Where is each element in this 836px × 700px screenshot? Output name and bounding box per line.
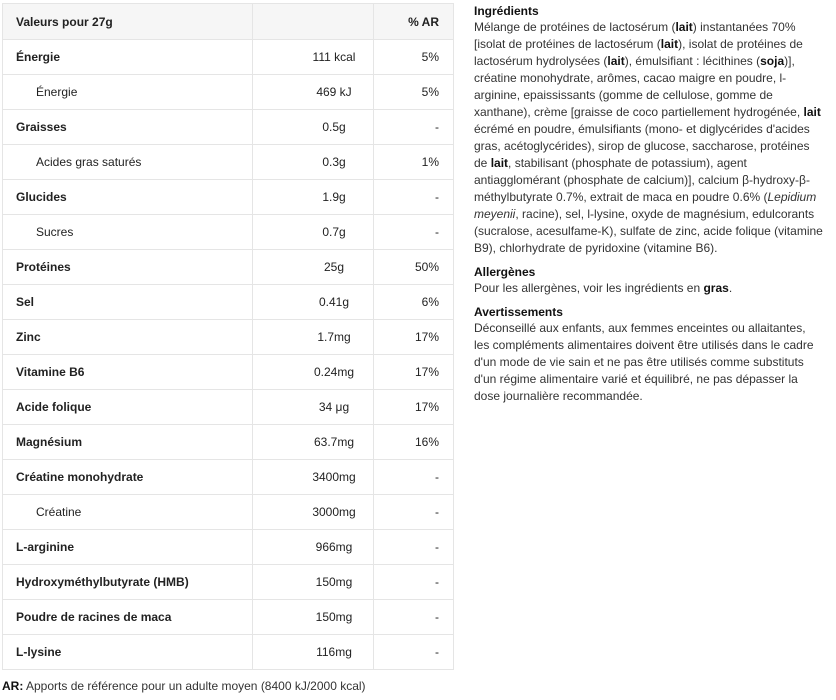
table-row	[3, 390, 454, 425]
table-row	[3, 355, 454, 390]
latin-name: Lepidium meyenii	[474, 190, 817, 221]
allergen-word: lait	[660, 37, 679, 51]
nutrient-name: Sel	[3, 285, 253, 320]
footnote-text: Apports de référence pour un adulte moyen (8400 kJ/2000 kcal)	[26, 679, 366, 693]
nutrient-amount: 111 kcal	[253, 40, 374, 75]
nutrient-amount: 0.3g	[253, 145, 374, 180]
ingredients-segment: écrémé en poudre, émulsifiants (mono- et diglycérides d'acides gras, acétoglycérides), sirop de glucose, saccharose, protéines de	[474, 122, 810, 170]
table-row	[3, 600, 454, 635]
nutrient-amount: 0.5g	[253, 110, 374, 145]
allergen-word: lait	[803, 105, 821, 119]
table-row	[3, 250, 454, 285]
allergens-text	[474, 280, 824, 297]
table-row	[3, 110, 454, 145]
nutrient-amount: 469 kJ	[253, 75, 374, 110]
ingredients-segment: ), isolat de protéines de lactosérum hydrolysées (	[474, 37, 803, 68]
nutrient-ar: 6%	[374, 285, 454, 320]
nutrient-amount: 966mg	[253, 530, 374, 565]
allergen-word: lait	[675, 20, 693, 34]
nutrient-ar: -	[374, 215, 454, 250]
nutrient-name: Sucres	[3, 215, 253, 250]
nutrient-name: Poudre de racines de maca	[3, 600, 253, 635]
nutrient-ar: -	[374, 495, 454, 530]
table-row	[3, 425, 454, 460]
ingredients-segment: ), émulsifiant : lécithines (	[624, 54, 761, 68]
nutrient-name: Protéines	[3, 250, 253, 285]
allergens-bold-word: gras	[703, 281, 729, 295]
header-ar-label: % AR	[374, 4, 454, 40]
nutrient-amount: 150mg	[253, 565, 374, 600]
nutrient-ar: 5%	[374, 40, 454, 75]
allergen-word: lait	[607, 54, 625, 68]
nutrient-amount: 34 μg	[253, 390, 374, 425]
footnote-abbr: AR:	[2, 679, 24, 693]
table-row	[3, 40, 454, 75]
nutrient-name: Acides gras saturés	[3, 145, 253, 180]
nutrient-amount: 0.41g	[253, 285, 374, 320]
nutrition-rows	[3, 40, 454, 670]
nutrient-name: Glucides	[3, 180, 253, 215]
table-row	[3, 180, 454, 215]
table-row	[3, 495, 454, 530]
nutrient-amount: 0.24mg	[253, 355, 374, 390]
table-row	[3, 460, 454, 495]
nutrient-ar: -	[374, 600, 454, 635]
nutrient-amount: 3400mg	[253, 460, 374, 495]
nutrient-name: Graisses	[3, 110, 253, 145]
warnings-text: Déconseillé aux enfants, aux femmes enceintes ou allaitantes, les compléments alimentaires doivent être utilisés dans le cadre d'un mode de vie sain et ne pas être utilisés comme substituts d'un régime alimentaire varié et équilibré, ne pas dépasser la dose journalière recommandée.	[474, 321, 814, 403]
allergens-sentence: Pour les allergènes, voir les ingrédients en	[474, 281, 704, 295]
nutrient-amount: 1.7mg	[253, 320, 374, 355]
nutrient-name: Vitamine B6	[3, 355, 253, 390]
nutrient-amount: 3000mg	[253, 495, 374, 530]
nutrient-name: Énergie	[3, 75, 253, 110]
table-row	[3, 75, 454, 110]
nutrient-ar: 16%	[374, 425, 454, 460]
nutrient-ar: 17%	[374, 390, 454, 425]
nutrient-amount: 150mg	[253, 600, 374, 635]
table-row	[3, 215, 454, 250]
nutrient-amount: 1.9g	[253, 180, 374, 215]
nutrient-name: L-lysine	[3, 635, 253, 670]
table-row	[3, 565, 454, 600]
nutrient-amount: 25g	[253, 250, 374, 285]
table-header-row	[3, 4, 454, 40]
nutrient-ar: 17%	[374, 320, 454, 355]
warnings-title: Avertissements	[474, 305, 563, 319]
nutrient-ar: -	[374, 110, 454, 145]
nutrient-ar: 50%	[374, 250, 454, 285]
allergen-word: soja	[760, 54, 785, 68]
nutrient-name: Magnésium	[3, 425, 253, 460]
nutrient-amount: 0.7g	[253, 215, 374, 250]
ingredients-text	[474, 19, 824, 257]
ingredients-segment: ) instantanées 70% [isolat de protéines de lactosérum (	[474, 20, 796, 51]
table-row	[3, 145, 454, 180]
nutrient-name: Zinc	[3, 320, 253, 355]
nutrient-name: Créatine	[3, 495, 253, 530]
nutrient-amount: 116mg	[253, 635, 374, 670]
table-row	[3, 635, 454, 670]
nutrient-name: Créatine monohydrate	[3, 460, 253, 495]
ingredients-segment: Mélange de protéines de lactosérum (	[474, 20, 676, 34]
ingredients-segment: )], créatine monohydrate, arômes, cacao maigre en poudre, l-arginine, epaississants (gomme de cellulose, gomme de xanthane), crème [graisse de coco partiellement hydrogénée,	[474, 54, 804, 119]
ingredients-segment: , stabilisant (phosphate de potassium), agent antiagglomérant (phosphate de calcium)], calcium β-hydroxy-β-méthylbutyrate 0.7%, extrait de maca en poudre 0.6% (	[474, 156, 810, 204]
allergens-end: .	[728, 281, 733, 295]
header-serving-label: Valeurs pour 27g	[3, 4, 253, 40]
nutrient-name: Énergie	[3, 40, 253, 75]
ingredients-title: Ingrédients	[474, 4, 539, 18]
footnote	[2, 679, 366, 693]
nutrient-name: L-arginine	[3, 530, 253, 565]
nutrition-table	[2, 3, 454, 670]
nutrient-ar: -	[374, 180, 454, 215]
nutrient-ar: -	[374, 565, 454, 600]
ingredients-segment: , racine), sel, l-lysine, oxyde de magnésium, edulcorants (sucralose, acesulfame-K), sulfate de zinc, acide folique (vitamine B9), chlorhydrate de pyridoxine (vitamine B6).	[474, 207, 823, 255]
nutrient-name: Hydroxyméthylbutyrate (HMB)	[3, 565, 253, 600]
table-row	[3, 285, 454, 320]
nutrient-ar: -	[374, 635, 454, 670]
header-amount	[253, 4, 374, 40]
nutrient-ar: 5%	[374, 75, 454, 110]
nutrient-ar: 17%	[374, 355, 454, 390]
allergen-word: lait	[490, 156, 509, 170]
product-info	[474, 3, 824, 412]
nutrient-ar: -	[374, 460, 454, 495]
table-row	[3, 320, 454, 355]
allergens-title: Allergènes	[474, 265, 536, 279]
nutrient-ar: -	[374, 530, 454, 565]
table-row	[3, 530, 454, 565]
nutrient-name: Acide folique	[3, 390, 253, 425]
nutrient-ar: 1%	[374, 145, 454, 180]
nutrient-amount: 63.7mg	[253, 425, 374, 460]
nutrition-facts	[2, 3, 453, 670]
